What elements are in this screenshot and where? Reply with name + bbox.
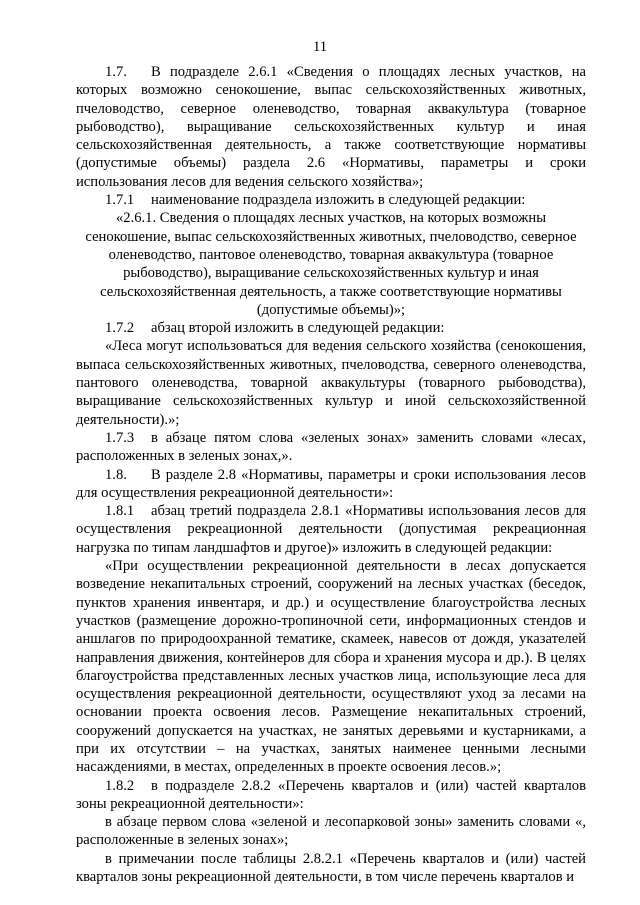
paragraph-text: наименование подраздела изложить в следующей редакции: (151, 192, 526, 209)
document-body (76, 63, 586, 886)
clause-number: 1.8.2 (105, 777, 135, 794)
paragraph-quoted-text-1 (76, 337, 586, 428)
paragraph-text: в подразделе 2.8.2 «Перечень кварталов и (или) частей кварталов зоны рекреационной деятельности»: (76, 777, 586, 812)
paragraph-text: «Леса могут использоваться для ведения сельского хозяйства (сенокошения, выпаса сельскохозяйственных животных, пчеловодства, северного оленеводства, пантового оленеводства, товарной аквакультуры (товарного рыбоводства), выращивание сельскохозяйственных культур и иной сельскохозяйственной деятельности).»; (76, 338, 586, 428)
paragraph-1-7 (76, 63, 586, 191)
paragraph-amendment-2 (76, 850, 586, 887)
paragraph-text: В разделе 2.8 «Нормативы, параметры и сроки использования лесов для осуществления рекреационной деятельности»: (76, 466, 586, 501)
paragraph-text: в абзаце первом слова «зеленой и лесопарковой зоны» заменить словами «, расположенные в зеленых зонах»; (76, 814, 586, 849)
clause-number: 1.7.1 (105, 192, 135, 209)
paragraph-text: в примечании после таблицы 2.8.2.1 «Перечень кварталов и (или) частей кварталов зоны рекреационной деятельности, в том числе перечень кварталов и (76, 850, 586, 886)
clause-number: 1.8.1 (105, 503, 135, 520)
paragraph-quoted-text-2 (76, 557, 586, 777)
clause-number: 1.7.2 (105, 320, 135, 337)
paragraph-quoted-title (76, 209, 586, 319)
paragraph-1-8-1 (76, 502, 586, 557)
paragraph-1-8-2 (76, 777, 586, 814)
paragraph-1-7-2 (76, 319, 586, 337)
paragraph-text: «2.6.1. Сведения о площадях лесных участков, на которых возможны сенокошение, выпас сельскохозяйственных животных, пчеловодство, северное оленеводство, пантовое оленеводство, товарная аквакультура (товарное рыбоводство), выращивание сельскохозяйственных культур и иная сельскохозяйственная деятельность, а также соответствующие нормативы (допустимые объемы)»; (85, 210, 577, 318)
paragraph-1-7-3 (76, 429, 586, 466)
paragraph-text: в абзаце пятом слова «зеленых зонах» заменить словами «лесах, расположенных в зеленых зонах,». (76, 429, 586, 465)
paragraph-text: абзац третий подраздела 2.8.1 «Нормативы использования лесов для осуществления рекреационной деятельности (допустимая рекреационная нагрузка по типам ландшафтов и другое)» изложить в следующей редакции: (76, 503, 586, 556)
paragraph-1-7-1 (76, 191, 586, 209)
clause-number: 1.7. (105, 64, 127, 80)
paragraph-1-8 (76, 466, 586, 503)
paragraph-text: В подразделе 2.6.1 «Сведения о площадях лесных участков, на которых возможно сенокошение, выпас сельскохозяйственных животных, пчеловодство, северное оленеводство, товарная аквакультура (товарное рыбоводство), выращивание сельскохозяйственных культур и иная сельскохозяйственная деятельность, а также соответствующие нормативы (допустимые объемы) раздела 2.6 «Нормативы, параметры и сроки использования лесов для ведения сельского хозяйства»; (76, 64, 586, 190)
clause-number: 1.8. (105, 466, 127, 483)
paragraph-amendment-1 (76, 813, 586, 850)
paragraph-text: абзац второй изложить в следующей редакции: (151, 320, 445, 337)
page-number: 11 (312, 39, 328, 55)
clause-number: 1.7.3 (105, 429, 135, 446)
paragraph-text: «При осуществлении рекреационной деятельности в лесах допускается возведение некапитальных строений, сооружений на лесных участках (беседок, пунктов хранения инвентаря, и др.) и осуществление благоустройства лесных участков (размещение дорожно-тропиночной сети, информационных стендов и аншлагов по природоохранной тематике, скамеек, навесов от дождя, указателей направления движения, контейнеров для сбора и хранения мусора и др.). В целях благоустройства представленных лесных участков лица, использующие леса для осуществления рекреационной деятельности, осуществляют уход за лесами на основании проекта освоения лесов. Размещение некапитальных строений, сооружений допускается на участках, не занятых деревьями и кустарниками, а при их отсутствии – на участках, занятых наименее ценными лесными насаждениями, в местах, определенных в проекте освоения лесов.»; (76, 558, 586, 776)
